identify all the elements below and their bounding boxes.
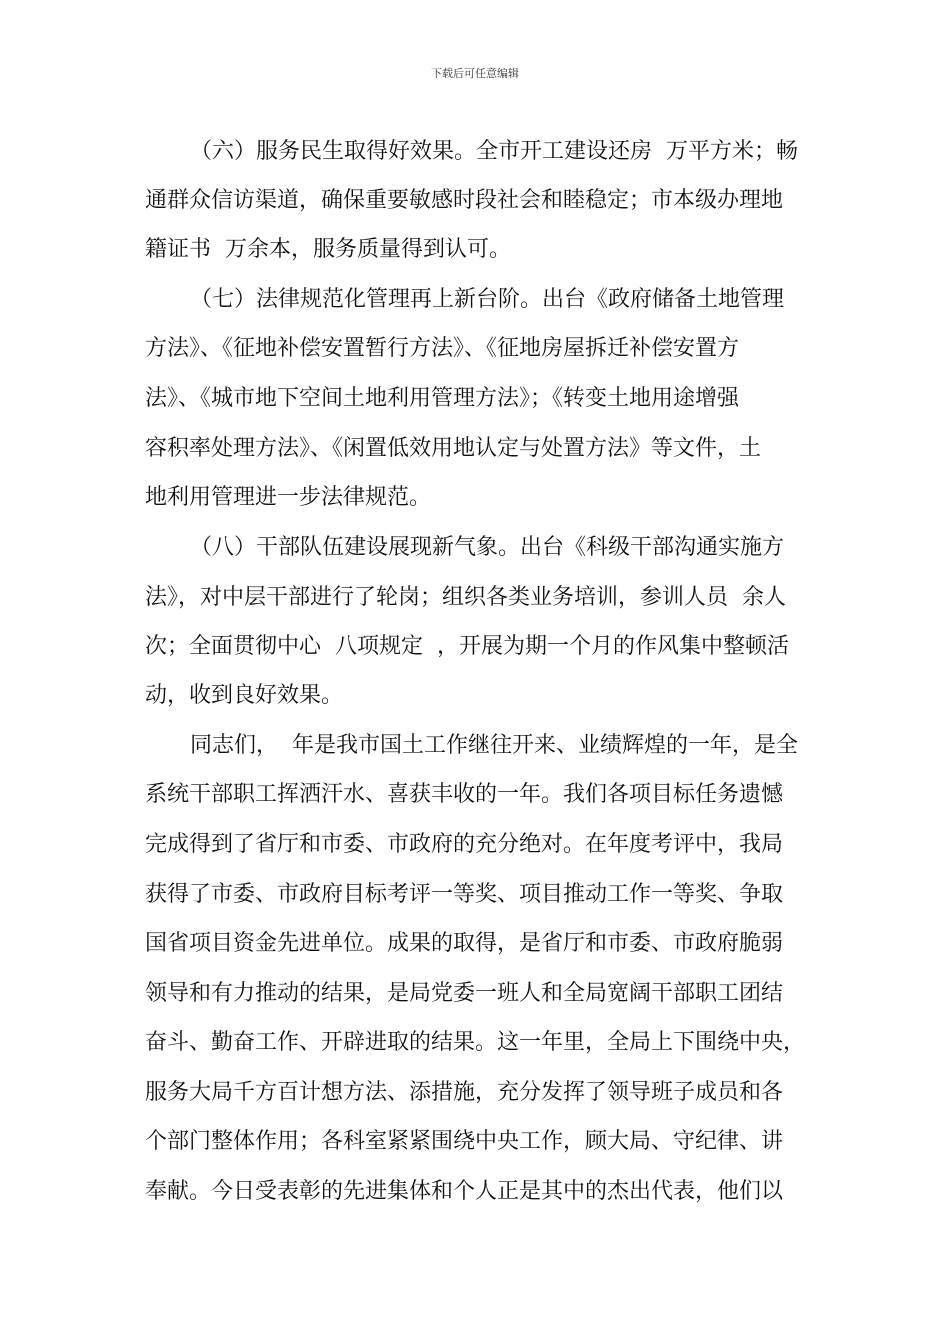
- text-line: 完成得到了省厅和市委、市政府的充分绝对。在年度考评中，我局: [145, 832, 784, 857]
- text-line: 法》，对中层干部进行了轮岗；组织各类业务培训，参训人员 余人: [145, 585, 786, 610]
- text-line: 方法》、《征地补偿安置暂行方法》、《征地房屋拆迁补偿安置方: [145, 336, 740, 361]
- text-line: 国省项目资金先进单位。成果的取得，是省厅和市委、市政府脆弱: [145, 931, 784, 956]
- text-line: 法》、《城市地下空间土地利用管理方法》；《转变土地用途增强: [145, 386, 740, 411]
- text-line: 获得了市委、市政府目标考评一等奖、项目推动工作一等奖、争取: [145, 882, 784, 907]
- text-line: 次；全面贯彻中心 八项规定 ，开展为期一个月的作风集中整顿活: [145, 634, 789, 659]
- text-line: 籍证书 万余本，服务质量得到认可。: [145, 237, 511, 262]
- text-line: 服务大局千方百计想方法、添措施，充分发挥了领导班子成员和各: [145, 1080, 784, 1105]
- text-line: 个部门整体作用；各科室紧紧围绕中央工作，顾大局、守纪律、讲: [145, 1129, 784, 1154]
- text-line: （八）干部队伍建设展现新气象。出台《科级干部沟通实施方: [190, 535, 785, 560]
- text-line: 奉献。今日受表彰的先进集体和个人正是其中的杰出代表，他们以: [145, 1179, 784, 1204]
- text-line: （七）法律规范化管理再上新台阶。出台《政府储备土地管理: [190, 287, 785, 312]
- text-line: 同志们， 年是我市国土工作继往开来、业绩辉煌的一年，是全: [190, 733, 798, 758]
- text-line: （六）服务民生取得好效果。全市开工建设还房 万平方米；畅: [190, 139, 798, 164]
- text-line: 容积率处理方法》、《闲置低效用地认定与处置方法》等文件，土: [145, 436, 762, 461]
- text-line: 奋斗、勤奋工作、开辟进取的结果。这一年里，全局上下围绕中央，: [145, 1030, 806, 1055]
- text-line: 系统干部职工挥洒汗水、喜获丰收的一年。我们各项目标任务遗憾: [145, 782, 784, 807]
- text-line: 地利用管理进一步法律规范。: [145, 485, 432, 510]
- text-line: 通群众信访渠道，确保重要敏感时段社会和睦稳定；市本级办理地: [145, 188, 784, 213]
- page-header: 下载后可任意编辑: [431, 67, 519, 80]
- text-line: 动，收到良好效果。: [145, 683, 344, 708]
- text-line: 领导和有力推动的结果，是局党委一班人和全局宽阔干部职工团结: [145, 981, 784, 1006]
